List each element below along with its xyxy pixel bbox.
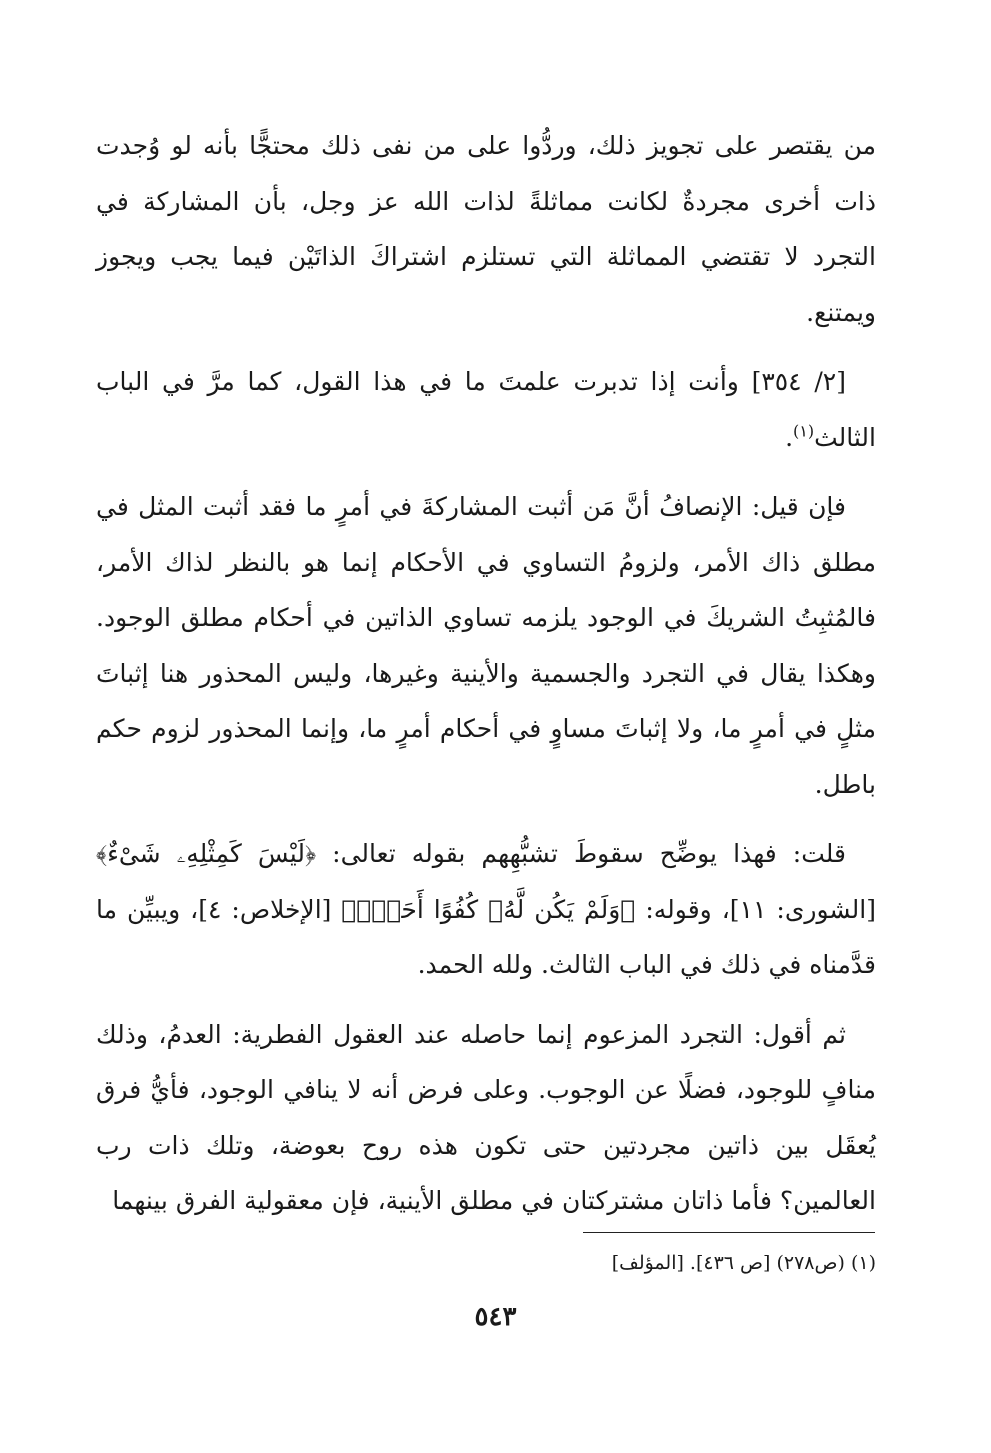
page-number: ٥٤٣ [474,1302,517,1332]
paragraph-2-end: . [785,422,794,452]
paragraph-4: قلت: فهذا يوضِّح سقوطَ تشبُّهِهم بقوله تعالى: ﴿لَيْسَ كَمِثْلِهِۦ شَىْءٌ﴾ [الشورى: ١١]، وقوله: ﴿وَلَمْ يَكُن لَّهُۥ كُفُوًا أَحَدٌۢ﴾ [الإخلاص: ٤]، ويبيِّن ما قدَّمناه في ذلك في الباب الثالث. ولله الحمد. [96,839,876,979]
footnote-marker[interactable]: (١) [793,421,815,441]
main-text [96,118,876,1243]
footnote-separator [583,1232,875,1233]
paragraph-5: ثم أقول: التجرد المزعوم إنما حاصله عند العقول الفطرية: العدمُ، وذلك منافٍ للوجود، فضلًا عن الوجوب. وعلى فرض أنه لا ينافي الوجود، فأيُّ فرق يُعقَل بين ذاتين مجردتين حتى تكون هذه روح بعوضة، وتلك ذات رب العالمين؟ فأما ذاتان مشتركتان في مطلق الأينية، فإن معقولية الفرق بينهما [96,1019,876,1215]
paragraph-2-text: [٢/ ٣٥٤] وأنت إذا تدبرت علمتَ ما في هذا القول، كما مرَّ في الباب الثالث [96,367,876,452]
paragraph-1: من يقتصر على تجويز ذلك، وردُّوا على من نفى ذلك محتجًّا بأنه لو وُجدت ذات أخرى مجردةٌ لكانت مماثلةً لذات الله عز وجل، بأن المشاركة في التجرد لا تقتضي المماثلة التي تستلزم اشتراكَ الذاتَيْن فيما يجب ويجوز ويمتنع. [96,131,876,327]
paragraph-2 [96,354,876,465]
footnote: (١) (ص٢٧٨) [ص ٤٣٦]. [المؤلف] [611,1252,876,1274]
paragraph-3: فإن قيل: الإنصافُ أنَّ مَن أثبت المشاركةَ في أمرٍ ما فقد أثبت المثل في مطلق ذاك الأمر، ولزومُ التساوي في الأحكام إنما هو بالنظر لذاك الأمر، فالمُثبِتُ الشريكَ في الوجود يلزمه تساوي الذاتين في أحكام مطلق الوجود. وهكذا يقال في التجرد والجسمية والأينية وغيرها، وليس المحذور هنا إثباتَ مثلٍ في أمرٍ ما، ولا إثباتَ مساوٍ في أحكام أمرٍ ما، وإنما المحذور لزوم حكم باطل. [96,492,876,799]
